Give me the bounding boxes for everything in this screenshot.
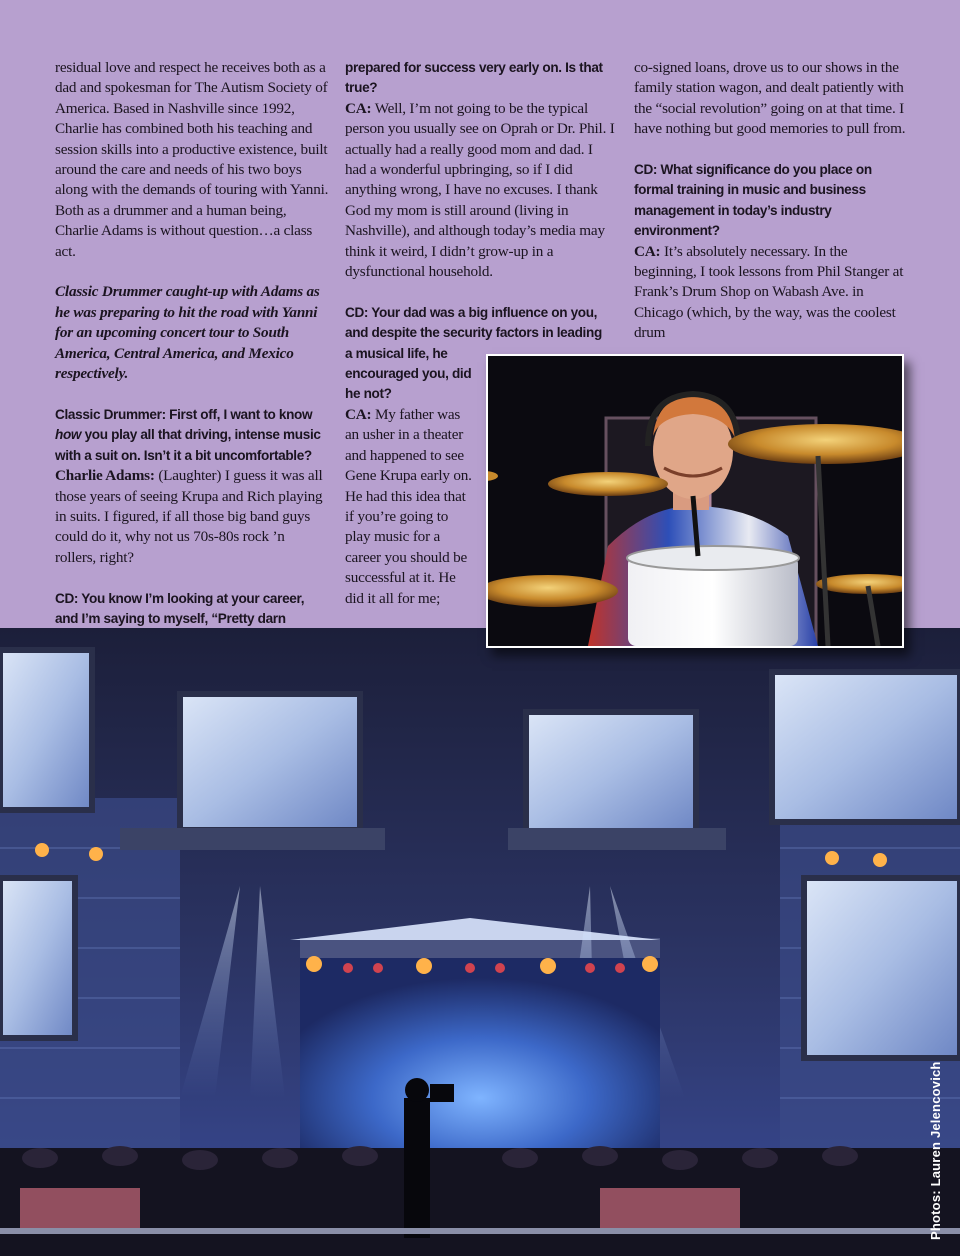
body-paragraph: residual love and respect he receives both as a dad and spokesman for The Autism Society of America. Based in Nashville since 1992, Charlie has combined both his teaching and session skills into a productive existence, built around the care and needs of his two boys along with the demands of touring with Yanni. Both as a drummer and a human being, Charlie Adams is without question…a class act. [55, 59, 329, 260]
question-3a: CD: Your dad was a big influence on you, and despite the security factors in leading [345, 304, 602, 341]
qa-block-1 [55, 405, 329, 568]
concert-photo [0, 628, 960, 1256]
concert-illustration [0, 628, 960, 1256]
answer-2: Well, I’m not going to be the typical person you usually see on Oprah or Dr. Phil. I actually had a really good mom and dad. I had a wonderful upbringing, so if I did anything wrong, I have no excuses. I thank God my mom is still around (living in Nashville), and although today’s media may think it weird, I didn’t grow-up in a dysfunctional household. [345, 99, 615, 281]
answer-label: CA: [345, 99, 372, 117]
answer-label: CA: [634, 242, 661, 260]
answer-3: My father was an usher in a theater and happened to see Gene Krupa early on. He had this idea that if you’re going to play music for a career you should be successful at it. He did it all for me; [345, 405, 472, 607]
question-2-continued: prepared for success very early on. Is that true? [345, 60, 603, 96]
answer-1: (Laughter) I guess it was all those years of seeing Krupa and Rich playing in suits. I figured, if all those big band guys could do it, why not us 70s-80s rock ’n rollers, right? [55, 467, 323, 566]
drummer-illustration [488, 356, 902, 646]
question-4: CD: What significance do you place on formal training in music and business management in today’s industry environment? [634, 162, 872, 239]
narrow-wrap [345, 344, 475, 609]
drummer-photo [486, 354, 904, 648]
question-1: Classic Drummer: First off, I want to know how you play all that driving, intense music with a suit on. Isn’t it a bit uncomfortable? [55, 406, 321, 463]
question-3b: a musical life, he encouraged you, did he not? [345, 345, 472, 402]
question-2: CD: You know I’m looking at your career, and I’m saying to myself, “Pretty darn [55, 590, 305, 626]
article-column-3 [634, 58, 908, 364]
answer-4: It’s absolutely necessary. In the beginning, I took lessons from Phil Stanger at Frank’s Drum Shop on Wabash Ave. in Chicago (which, by the way, was the coolest drum [634, 242, 904, 342]
body-paragraph: co-signed loans, drove us to our shows in the family station wagon, and dealt patiently with the “social revolution” going on at that time. I have nothing but good memories to pull from. [634, 59, 906, 138]
photo-credit: Photos: Lauren Jelencovich [928, 1061, 943, 1240]
answer-label: CA: [345, 405, 372, 423]
qa-block-2 [345, 58, 617, 282]
qa-block-3 [345, 405, 475, 609]
intro-paragraph: Classic Drummer caught-up with Adams as he was preparing to hit the road with Yanni for an upcoming concert tour to South America, Central America, and Mexico respectively. [55, 283, 320, 383]
article-column-1 [55, 58, 329, 691]
qa-block-4 [634, 242, 908, 344]
answer-label: Charlie Adams: [55, 467, 155, 485]
